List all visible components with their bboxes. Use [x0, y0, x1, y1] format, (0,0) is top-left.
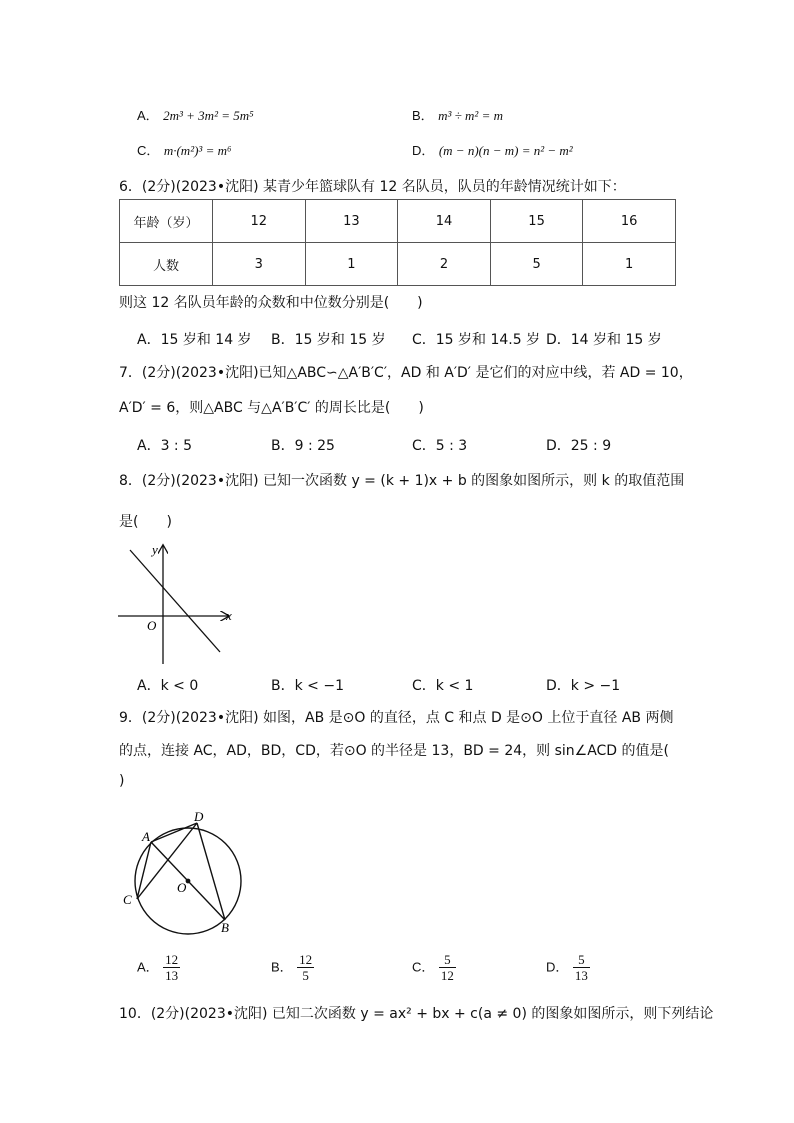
q9-option-b [271, 952, 314, 983]
y-axis-label: y [152, 542, 158, 557]
q5-option-b [412, 105, 503, 124]
q9-option-a [137, 952, 180, 983]
denominator: 5 [302, 968, 309, 983]
age-table [119, 199, 676, 286]
origin-label: O [147, 618, 157, 633]
table-cell: 5 [490, 243, 583, 286]
point-label-o: O [177, 880, 187, 895]
option-text: m·(m²)³ = m⁶ [163, 143, 232, 158]
q9-line3: ) [119, 773, 125, 789]
q7-line2: A′D′ = 6，则△ABC 与△A′B′C′ 的周长比是( ) [119, 400, 424, 416]
option-label: C． [137, 143, 160, 158]
numerator: 5 [439, 952, 456, 968]
table-cell: 12 [213, 200, 306, 243]
q6-stem: 6．(2分)(2023•沈阳) 某青少年篮球队有 12 名队员，队员的年龄情况统计如下： [119, 179, 626, 195]
q6-option-b: B．15 岁和 15 岁 [271, 332, 386, 348]
q9-option-c [412, 952, 456, 983]
q7-option-d: D．25 : 9 [546, 438, 612, 454]
option-label: D． [546, 959, 569, 975]
q6-question: 则这 12 名队员年龄的众数和中位数分别是( ) [119, 295, 423, 311]
linear-function-graph [116, 540, 246, 668]
q9-option-d [546, 952, 590, 983]
option-text: m³ ÷ m² = m [438, 108, 503, 123]
table-cell: 1 [305, 243, 398, 286]
q6-option-a: A．15 岁和 14 岁 [137, 332, 252, 348]
q7-line1: 7．(2分)(2023•沈阳)已知△ABC∽△A′B′C′，AD 和 A′D′ 是它们的对应中线，若 AD = 10， [119, 365, 693, 381]
q8-option-d: D．k > −1 [546, 678, 621, 694]
denominator: 13 [165, 968, 179, 983]
q8-option-b: B．k < −1 [271, 678, 344, 694]
function-line [130, 550, 220, 652]
table-header-count: 人数 [120, 243, 213, 286]
circle-geometry-figure [118, 806, 258, 936]
q8-line2: 是( ) [119, 514, 172, 530]
table-header-age: 年龄（岁） [120, 200, 213, 243]
option-label: C． [412, 959, 435, 975]
table-cell: 3 [213, 243, 306, 286]
option-label: A． [137, 959, 159, 975]
q5-option-d [412, 140, 573, 159]
option-text: 2m³ + 3m² = 5m⁵ [163, 108, 254, 123]
table-cell: 2 [398, 243, 491, 286]
fraction [163, 952, 180, 983]
x-axis-label: x [226, 608, 232, 623]
table-cell: 16 [583, 200, 676, 243]
fraction [297, 952, 314, 983]
numerator: 12 [165, 952, 179, 967]
q6-option-c: C．15 岁和 14.5 岁 [412, 332, 541, 348]
q8-option-c: C．k < 1 [412, 678, 474, 694]
point-label-c: C [123, 892, 132, 907]
table-cell: 13 [305, 200, 398, 243]
denominator: 12 [440, 968, 454, 983]
numerator: 5 [573, 952, 590, 968]
q7-option-a: A．3 : 5 [137, 438, 193, 454]
q9-line2: 的点，连接 AC，AD，BD，CD，若⊙O 的半径是 13，BD = 24，则 sin∠ACD 的值是( [119, 743, 670, 759]
denominator: 13 [574, 968, 588, 983]
table-cell: 14 [398, 200, 491, 243]
table-cell: 1 [583, 243, 676, 286]
q10-line1: 10．(2分)(2023•沈阳) 已知二次函数 y = ax² + bx + c(a ≠ 0) 的图象如图所示，则下列结论 [119, 1006, 714, 1022]
option-label: D． [412, 143, 435, 158]
q7-option-b: B．9 : 25 [271, 438, 335, 454]
fraction [439, 952, 456, 983]
table-row [120, 200, 676, 243]
q9-line1: 9．(2分)(2023•沈阳) 如图，AB 是⊙O 的直径，点 C 和点 D 是⊙O 上位于直径 AB 两侧 [119, 710, 674, 726]
q7-option-c: C．5 : 3 [412, 438, 468, 454]
q6-option-d: D．14 岁和 15 岁 [546, 332, 662, 348]
table-row [120, 243, 676, 286]
point-label-a: A [142, 829, 150, 844]
q8-option-a: A．k < 0 [137, 678, 199, 694]
option-label: B． [412, 108, 434, 123]
option-label: A． [137, 108, 159, 123]
fraction [573, 952, 590, 983]
option-label: B． [271, 959, 293, 975]
option-text: (m − n)(n − m) = n² − m² [438, 143, 573, 158]
table-cell: 15 [490, 200, 583, 243]
point-label-d: D [194, 809, 204, 824]
q5-option-a [137, 105, 254, 124]
numerator: 12 [299, 952, 313, 967]
q8-line1: 8．(2分)(2023•沈阳) 已知一次函数 y = (k + 1)x + b 的图象如图所示，则 k 的取值范围 [119, 473, 685, 489]
q5-option-c [137, 140, 232, 159]
point-label-b: B [221, 920, 229, 935]
